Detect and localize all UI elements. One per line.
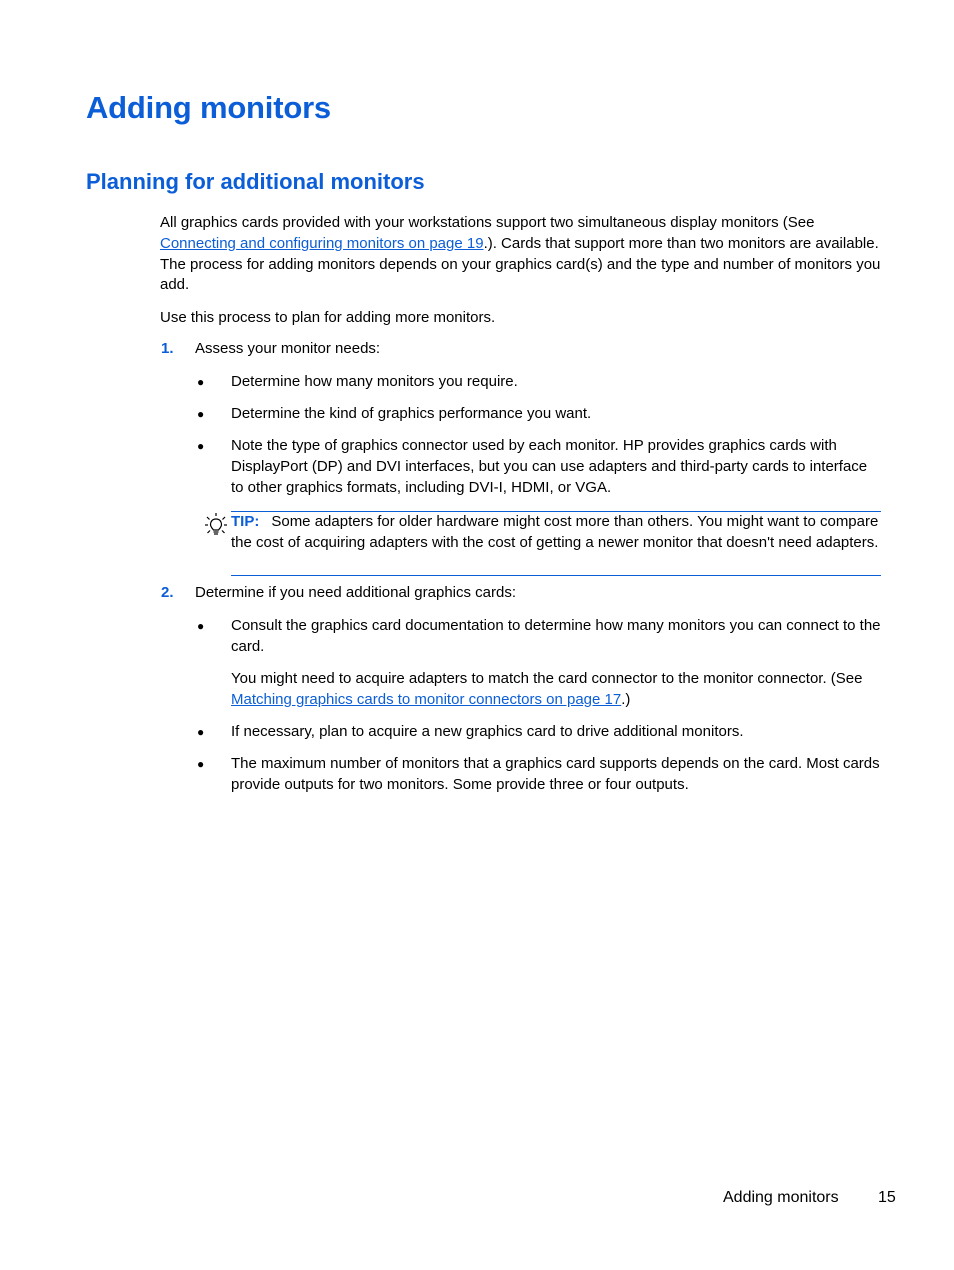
page-title: Adding monitors — [86, 90, 331, 125]
step-2-bullet-2: If necessary, plan to acquire a new graphics card to drive additional monitors. — [231, 723, 744, 740]
bullet-marker: ● — [197, 725, 205, 739]
sub-paragraph-text-start: You might need to acquire adapters to match the card connector to the monitor connector. (See — [231, 670, 863, 687]
step-1-bullet-2: Determine the kind of graphics performance you want. — [231, 405, 592, 422]
connecting-monitors-link[interactable]: Connecting and configuring monitors on page 19 — [160, 234, 484, 252]
intro-text-end: .). Cards that support more than two monitors are available. The process for adding monitors depends on your graphics card(s) and the type and number of monitors you add. — [160, 234, 881, 294]
tip-label: TIP: — [231, 513, 260, 530]
lightbulb-icon — [204, 512, 228, 540]
plan-paragraph: Use this process to plan for adding more monitors. — [160, 309, 496, 326]
step-2-sub-paragraph — [231, 669, 881, 711]
sub-paragraph-text-end: .) — [621, 690, 631, 708]
step-2-bullet-1: Consult the graphics card documentation to determine how many monitors you can connect to the card. — [231, 617, 881, 655]
intro-text-start: All graphics cards provided with your workstations support two simultaneous display monitors (See — [160, 214, 815, 231]
bullet-marker: ● — [197, 439, 205, 453]
bullet-marker: ● — [197, 619, 205, 633]
matching-graphics-cards-link[interactable]: Matching graphics cards to monitor connectors on page 17 — [231, 690, 622, 708]
footer-title: Adding monitors — [723, 1189, 839, 1206]
section-heading: Planning for additional monitors — [86, 169, 425, 194]
bullet-marker: ● — [197, 407, 205, 421]
step-1-number: 1. — [161, 340, 174, 357]
step-1-bullet-3: Note the type of graphics connector used by each monitor. HP provides graphics cards with DisplayPort (DP) and DVI interfaces, but you can use adapters and third-party cards to interface to other graphics formats, including DVI-I, HDMI, or VGA. — [231, 437, 868, 496]
page-number: 15 — [878, 1189, 896, 1206]
step-2-number: 2. — [161, 584, 174, 601]
bullet-marker: ● — [197, 375, 205, 389]
intro-paragraph — [160, 213, 885, 296]
tip-content — [231, 512, 881, 554]
step-1-text: Assess your monitor needs: — [195, 340, 381, 357]
step-2-text: Determine if you need additional graphics cards: — [195, 584, 517, 601]
step-2-bullet-3: The maximum number of monitors that a graphics card supports depends on the card. Most cards provide outputs for two monitors. Some provide three or four outputs. — [231, 755, 880, 793]
tip-text: Some adapters for older hardware might cost more than others. You might want to compare the cost of acquiring adapters with the cost of getting a newer monitor that doesn't need adapters. — [231, 513, 879, 551]
step-1-bullet-1: Determine how many monitors you require. — [231, 373, 518, 390]
bullet-marker: ● — [197, 757, 205, 771]
tip-box — [231, 511, 881, 576]
